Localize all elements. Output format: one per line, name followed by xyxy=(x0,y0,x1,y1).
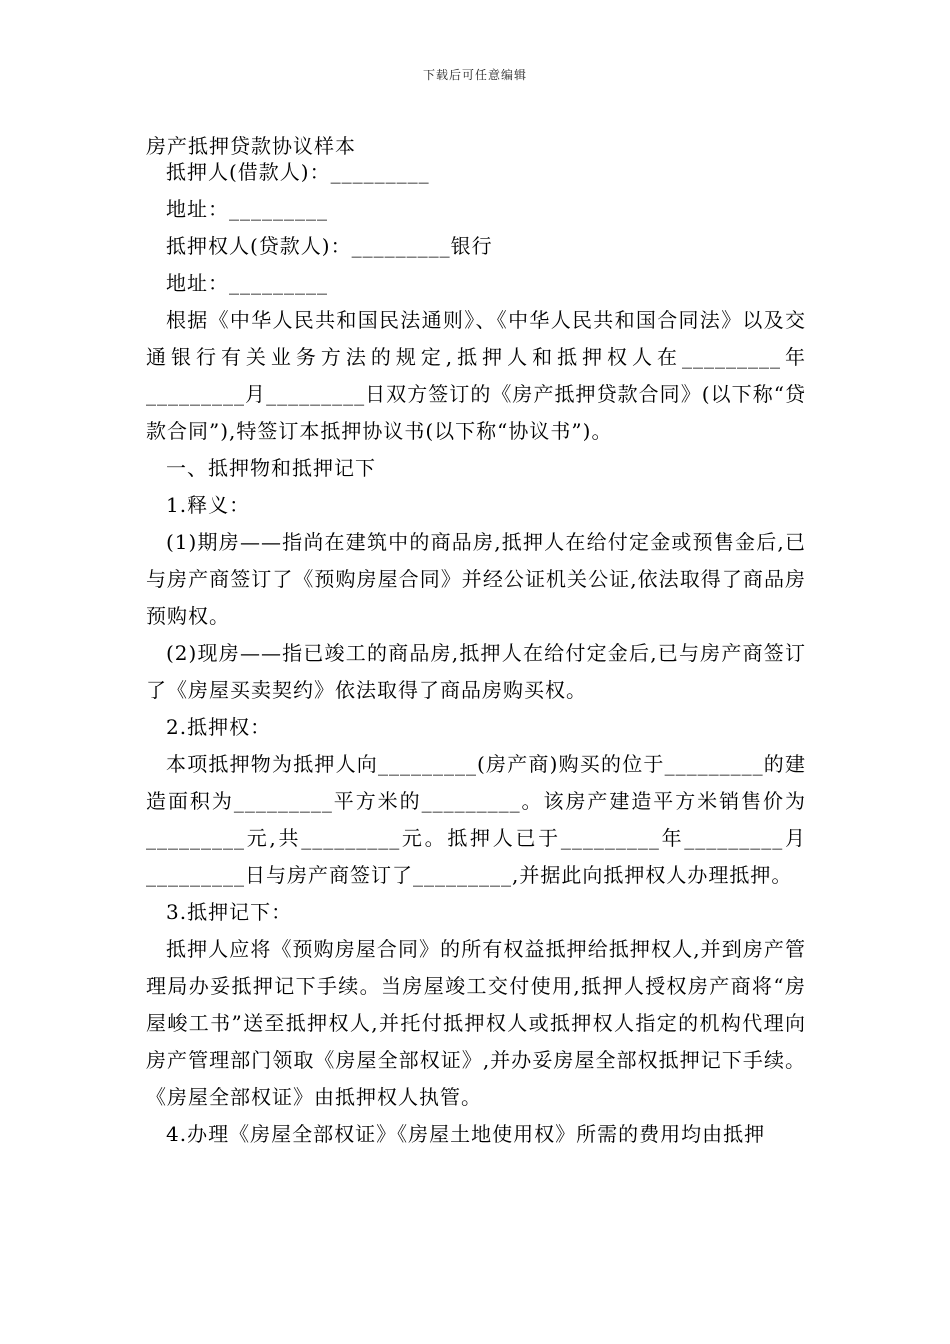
clause-4-body: 4.办理《房屋全部权证》《房屋土地使用权》所需的费用均由抵押 xyxy=(166,1122,766,1146)
paragraph-preamble: 根据《中华人民共和国民法通则》、《中华人民共和国合同法》以及交通银行有关业务方法的规定,抵押人和抵押权人在_________年_________月_________日双方签订的《房产抵押贷款合同》(以下称“贷款合同”),特签订本抵押协议书(以下称“协议书”)。 xyxy=(146,308,806,443)
paragraph-mortgagee: 抵押权人(贷款人)：_________银行 xyxy=(166,234,493,258)
clause-1-item-1: (1)期房——指尚在建筑中的商品房,抵押人在给付定金或预售金后,已与房产商签订了《预购房屋合同》并经公证机关公证,依法取得了商品房预购权。 xyxy=(146,530,806,628)
clause-3-body: 抵押人应将《预购房屋合同》的所有权益抵押给抵押权人,并到房产管理局办妥抵押记下手续。当房屋竣工交付使用,抵押人授权房产商将“房屋峻工书”送至抵押权人,并托付抵押权人或抵押权人指定的机构代理向房产管理部门领取《房屋全部权证》,并办妥房屋全部权抵押记下手续。《房屋全部权证》由抵押权人执管。 xyxy=(146,937,806,1109)
paragraph-mortgagor: 抵押人(借款人)：_________ xyxy=(166,160,430,184)
page-header: 下载后可任意编辑 xyxy=(422,68,527,82)
clause-1-heading: 1.释义： xyxy=(166,493,251,517)
paragraph-mortgagee-address: 地址：_________ xyxy=(166,271,328,295)
clause-3-heading: 3.抵押记下： xyxy=(166,900,293,924)
document-body xyxy=(146,154,806,1153)
clause-1-item-2: (2)现房——指已竣工的商品房,抵押人在给付定金后,已与房产商签订了《房屋买卖契约》依法取得了商品房购买权。 xyxy=(146,641,806,702)
clause-2-body: 本项抵押物为抵押人向_________(房产商)购买的位于_________的建造面积为_________平方米的_________。该房产建造平方米销售价为_________元,共_________元。抵押人已于_________年_________月_________日与房产商签订了_________,并据此向抵押权人办理抵押。 xyxy=(146,752,806,887)
paragraph-mortgagor-address: 地址：_________ xyxy=(166,197,328,221)
section-heading-1: 一、抵押物和抵押记下 xyxy=(166,456,376,480)
clause-2-heading: 2.抵押权： xyxy=(166,715,272,739)
document-title: 房产抵押贷款协议样本 xyxy=(146,134,356,158)
